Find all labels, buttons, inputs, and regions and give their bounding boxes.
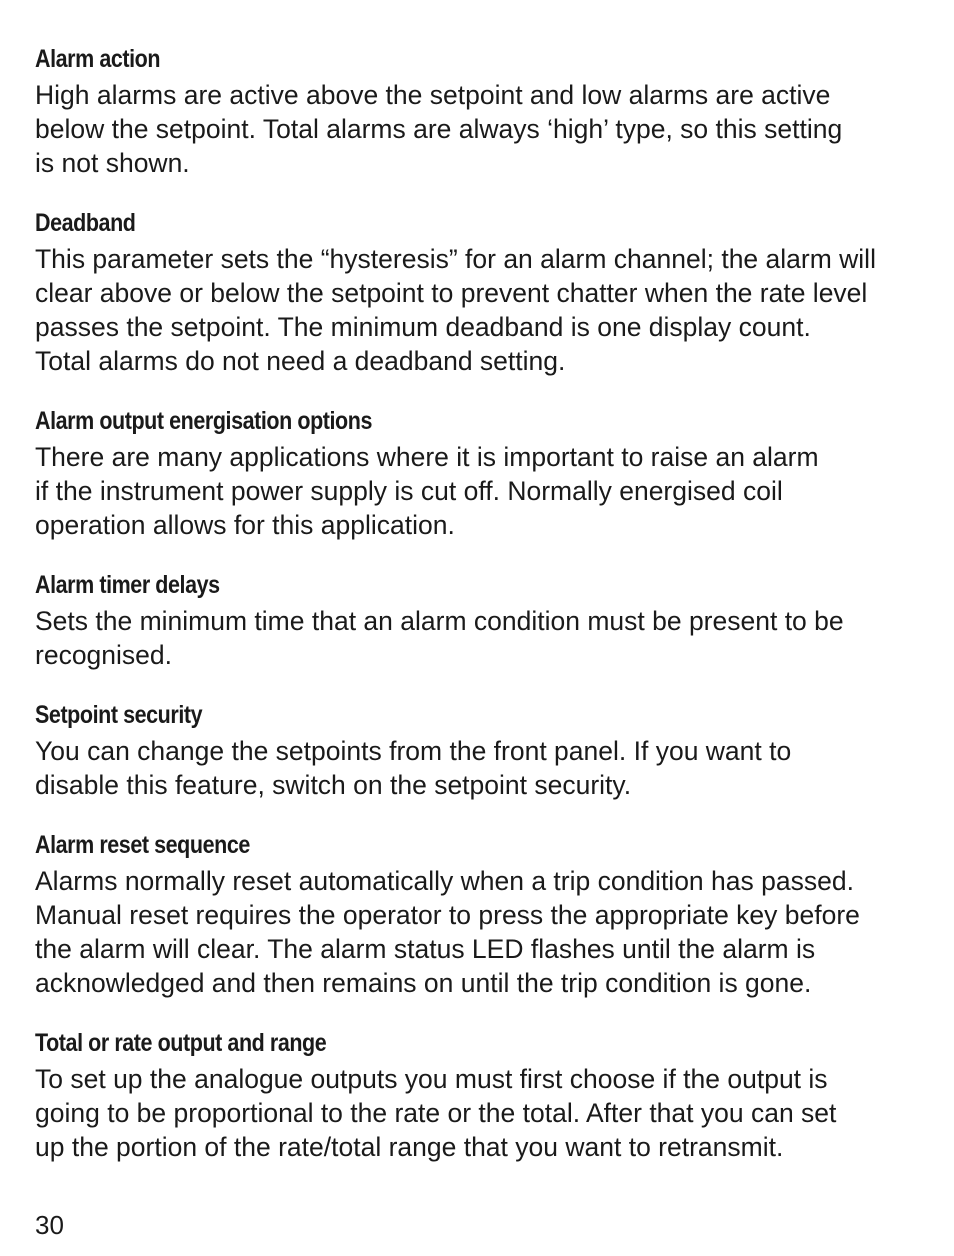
- body-line: You can change the setpoints from the front panel. If you want to: [35, 736, 792, 766]
- section-heading: Alarm reset sequence: [35, 831, 250, 859]
- body-line: up the portion of the rate/total range that you want to retransmit.: [35, 1132, 784, 1162]
- section-heading: Alarm timer delays: [35, 571, 220, 599]
- body-line: This parameter sets the “hysteresis” for an alarm channel; the alarm will: [35, 244, 876, 274]
- document-page: [35, 40, 925, 1188]
- body-line: operation allows for this application.: [35, 510, 455, 540]
- body-line: passes the setpoint. The minimum deadband is one display count.: [35, 312, 811, 342]
- body-line: Sets the minimum time that an alarm condition must be present to be: [35, 606, 844, 636]
- body-line: Manual reset requires the operator to press the appropriate key before: [35, 900, 860, 930]
- body-line: if the instrument power supply is cut off. Normally energised coil: [35, 476, 783, 506]
- section-total-or-rate-output: [35, 1024, 925, 1164]
- section-alarm-reset-sequence: [35, 826, 925, 1000]
- section-heading: Deadband: [35, 209, 136, 237]
- body-line: acknowledged and then remains on until the trip condition is gone.: [35, 968, 812, 998]
- body-line: below the setpoint. Total alarms are always ‘high’ type, so this setting: [35, 114, 843, 144]
- body-line: clear above or below the setpoint to prevent chatter when the rate level: [35, 278, 868, 308]
- body-line: There are many applications where it is important to raise an alarm: [35, 442, 819, 472]
- body-line: Total alarms do not need a deadband setting.: [35, 346, 566, 376]
- section-setpoint-security: [35, 696, 925, 802]
- section-alarm-timer-delays: [35, 566, 925, 672]
- page-number: 30: [35, 1210, 64, 1240]
- body-line: High alarms are active above the setpoint and low alarms are active: [35, 80, 831, 110]
- section-heading: Alarm action: [35, 45, 161, 73]
- section-deadband: [35, 204, 925, 378]
- section-alarm-output-energisation: [35, 402, 925, 542]
- body-line: To set up the analogue outputs you must first choose if the output is: [35, 1064, 828, 1094]
- body-line: going to be proportional to the rate or the total. After that you can set: [35, 1098, 837, 1128]
- body-line: the alarm will clear. The alarm status LED flashes until the alarm is: [35, 934, 816, 964]
- body-line: Alarms normally reset automatically when a trip condition has passed.: [35, 866, 854, 896]
- section-heading: Setpoint security: [35, 701, 203, 729]
- section-heading: Alarm output energisation options: [35, 407, 372, 435]
- section-alarm-action: [35, 40, 925, 180]
- section-heading: Total or rate output and range: [35, 1029, 327, 1057]
- body-line: disable this feature, switch on the setpoint security.: [35, 770, 632, 800]
- body-line: recognised.: [35, 640, 173, 670]
- body-line: is not shown.: [35, 148, 190, 178]
